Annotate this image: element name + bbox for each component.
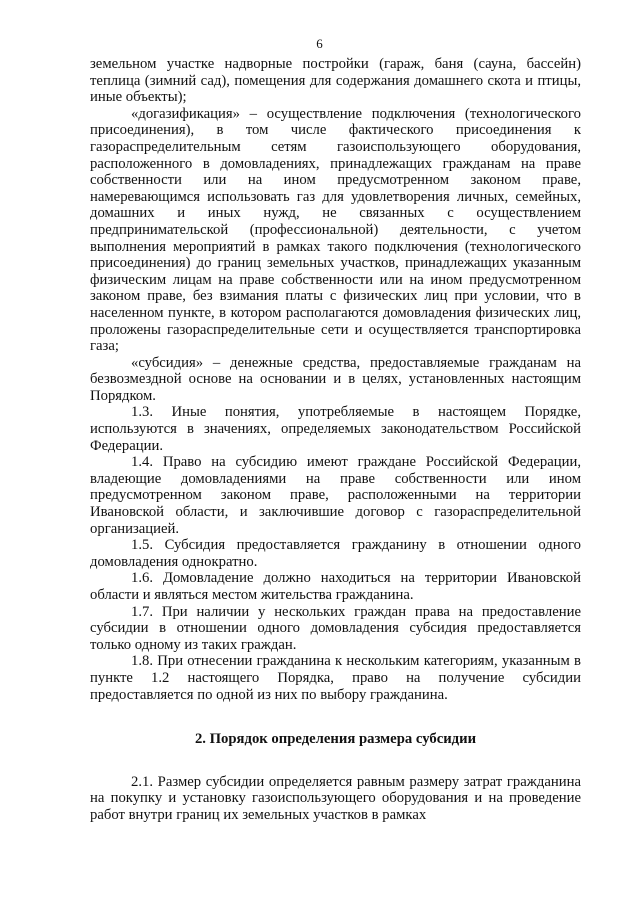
paragraph-definition-gasification: «догазификация» – осуществление подключения (технологического присоединения), в том числе фактического присоединения к газораспределительным сетям газоиспользующего оборудования, расположенного в домовладениях, принадлежащих гражданам на праве собственности или на ином предусмотренном законом праве, намеревающимся использовать газ для удовлетворения личных, семейных, домашних и иных нужд, не связанных с осуществлением предпринимательской (профессиональной) деятельности, с учетом выполнения мероприятий в рамках такого подключения (технологического присоединения) до границ земельных участков, принадлежащих указанным физическим лицам на праве собственности или на ином предусмотренном законом праве, без взимания платы с физических лиц при условии, что в населенном пункте, в котором располагаются домовладения физических лиц, проложены газораспределительные сети и осуществляется транспортировка газа; [90,105,581,355]
document-body [90,56,581,824]
paragraph-2-1: 2.1. Размер субсидии определяется равным размеру затрат гражданина на покупку и установку газоиспользующего оборудования и на проведение работ внутри границ их земельных участков в рамках [90,773,581,823]
page-number: 6 [316,36,323,51]
paragraph-1-8: 1.8. При отнесении гражданина к нескольким категориям, указанным в пункте 1.2 настоящего Порядка, право на получение субсидии предоставляется по одной из них по выбору гражданина. [90,653,581,703]
paragraph-continuation: земельном участке надворные постройки (гараж, баня (сауна, бассейн) теплица (зимний сад), помещения для содержания домашнего скота и птицы, иные объекты); [90,56,581,106]
section-heading: 2. Порядок определения размера субсидии [194,731,477,748]
paragraph-1-3: 1.3. Иные понятия, употребляемые в настоящем Порядке, используются в значениях, определяемых законодательством Российской Федерации. [90,404,581,454]
paragraph-1-7: 1.7. При наличии у нескольких граждан права на предоставление субсидии в отношении одного домовладения субсидия предоставляется только одному из таких граждан. [90,603,581,653]
paragraph-definition-subsidy: «субсидия» – денежные средства, предоставляемые гражданам на безвозмездной основе на основании и в целях, установленных настоящим Порядком. [90,354,581,404]
paragraph-1-6: 1.6. Домовладение должно находиться на территории Ивановской области и являться местом жительства гражданина. [90,570,581,603]
paragraph-1-5: 1.5. Субсидия предоставляется гражданину в отношении одного домовладения однократно. [90,537,581,570]
paragraph-1-4: 1.4. Право на субсидию имеют граждане Российской Федерации, владеющие домовладениями на праве собственности или ином предусмотренном законом праве, расположенными на территории Ивановской области, и заключившие договор с газораспределительной организацией. [90,454,581,537]
